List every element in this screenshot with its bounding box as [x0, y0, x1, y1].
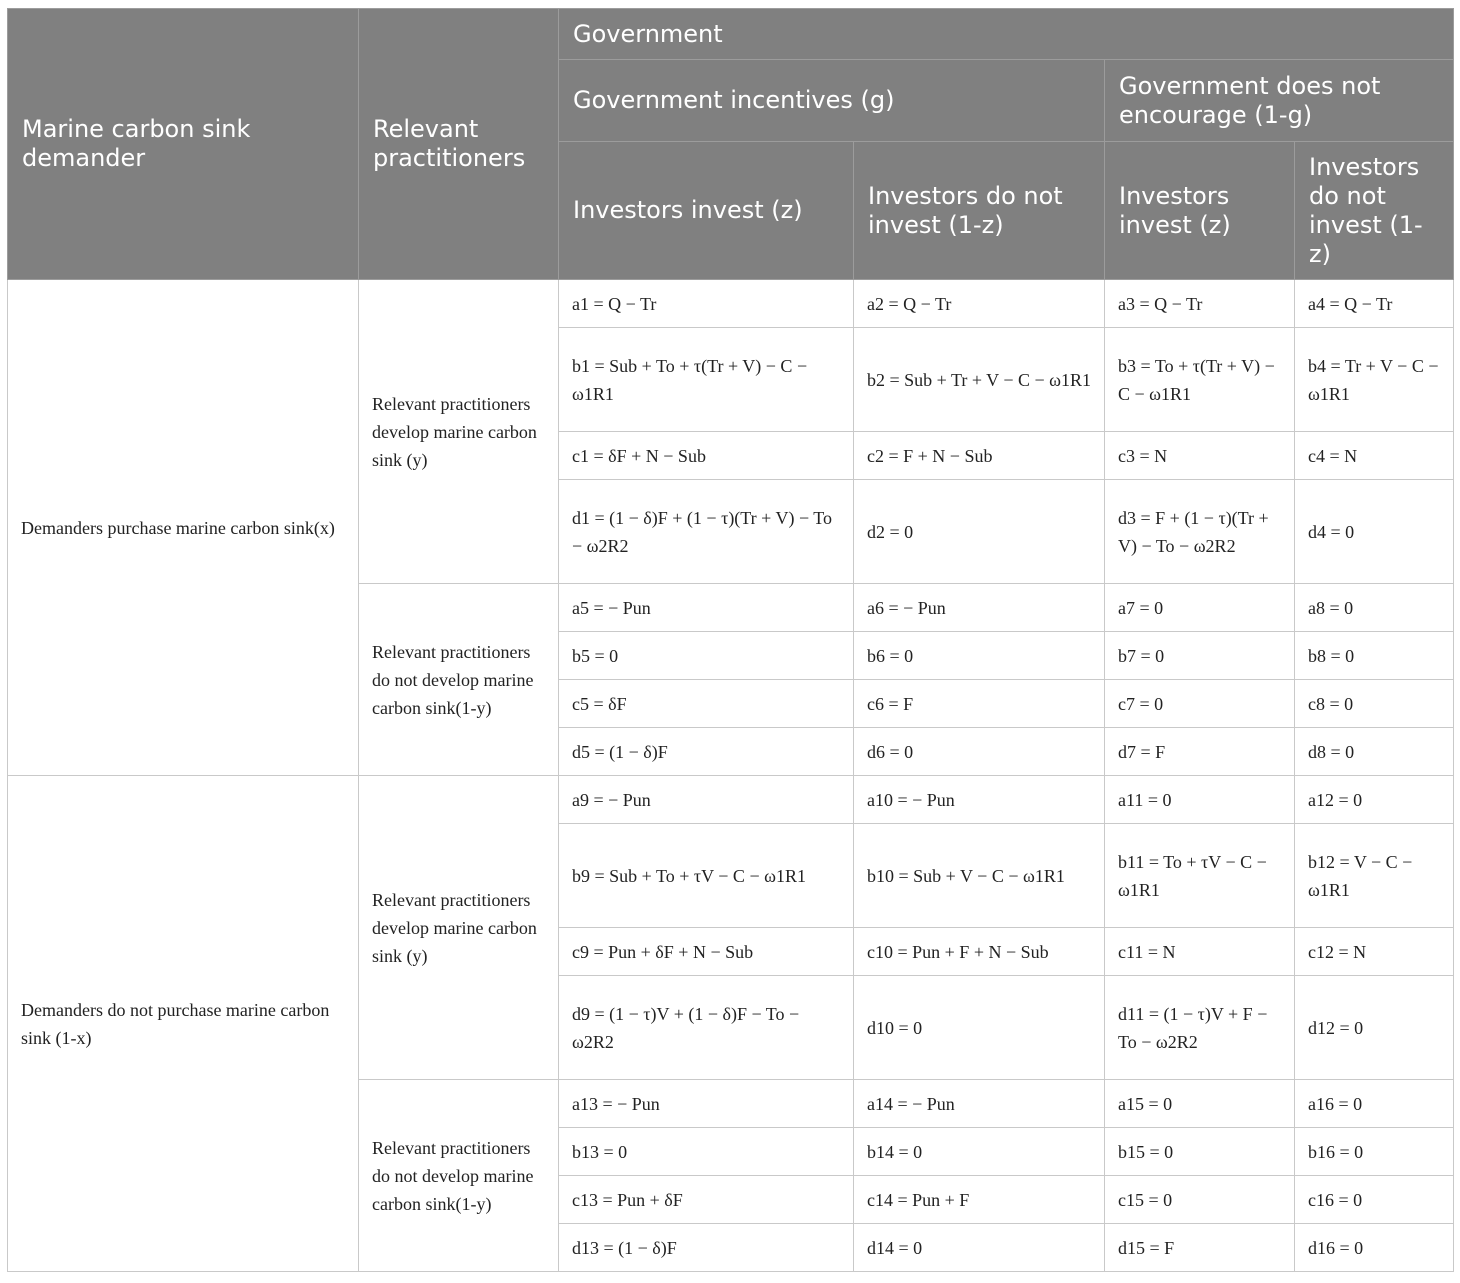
payoff-cell: a7 = 0	[1105, 584, 1295, 632]
payoff-cell: a12 = 0	[1295, 776, 1454, 824]
payoff-cell: c2 = F + N − Sub	[854, 432, 1105, 480]
payoff-matrix-table	[7, 8, 1454, 1272]
practitioner-strategy-cell: Relevant practitioners develop marine carbon sink (y)	[359, 280, 559, 584]
payoff-cell: d4 = 0	[1295, 480, 1454, 584]
payoff-cell: a14 = − Pun	[854, 1080, 1105, 1128]
payoff-cell: c8 = 0	[1295, 680, 1454, 728]
payoff-cell: b1 = Sub + To + τ(Tr + V) − C − ω1R1	[559, 328, 854, 432]
header-demander: Marine carbon sink demander	[8, 9, 359, 280]
payoff-cell: c10 = Pun + F + N − Sub	[854, 928, 1105, 976]
payoff-cell: a5 = − Pun	[559, 584, 854, 632]
payoff-cell: b11 = To + τV − C − ω1R1	[1105, 824, 1295, 928]
header-investors-invest: Investors invest (z)	[1105, 142, 1295, 280]
payoff-cell: b4 = Tr + V − C − ω1R1	[1295, 328, 1454, 432]
table-header	[8, 9, 1454, 280]
header-government: Government	[559, 9, 1454, 60]
header-gov-not-encourage: Government does not encourage (1-g)	[1105, 60, 1454, 142]
payoff-cell: d9 = (1 − τ)V + (1 − δ)F − To − ω2R2	[559, 976, 854, 1080]
payoff-cell: d11 = (1 − τ)V + F − To − ω2R2	[1105, 976, 1295, 1080]
payoff-cell: b16 = 0	[1295, 1128, 1454, 1176]
payoff-cell: d10 = 0	[854, 976, 1105, 1080]
payoff-cell: c13 = Pun + δF	[559, 1176, 854, 1224]
practitioner-strategy-cell: Relevant practitioners do not develop marine carbon sink(1-y)	[359, 584, 559, 776]
payoff-cell: b2 = Sub + Tr + V − C − ω1R1	[854, 328, 1105, 432]
payoff-cell: a16 = 0	[1295, 1080, 1454, 1128]
payoff-cell: d13 = (1 − δ)F	[559, 1224, 854, 1272]
payoff-cell: c1 = δF + N − Sub	[559, 432, 854, 480]
header-investors-not-invest: Investors do not invest (1-z)	[854, 142, 1105, 280]
payoff-cell: d6 = 0	[854, 728, 1105, 776]
payoff-cell: c9 = Pun + δF + N − Sub	[559, 928, 854, 976]
payoff-cell: d2 = 0	[854, 480, 1105, 584]
table-row	[8, 776, 1454, 824]
payoff-cell: a3 = Q − Tr	[1105, 280, 1295, 328]
payoff-cell: b13 = 0	[559, 1128, 854, 1176]
payoff-cell: c14 = Pun + F	[854, 1176, 1105, 1224]
payoff-cell: a4 = Q − Tr	[1295, 280, 1454, 328]
payoff-cell: a10 = − Pun	[854, 776, 1105, 824]
payoff-cell: d3 = F + (1 − τ)(Tr + V) − To − ω2R2	[1105, 480, 1295, 584]
table-body	[8, 280, 1454, 1272]
payoff-cell: c5 = δF	[559, 680, 854, 728]
payoff-cell: d16 = 0	[1295, 1224, 1454, 1272]
payoff-cell: b3 = To + τ(Tr + V) − C − ω1R1	[1105, 328, 1295, 432]
payoff-cell: b6 = 0	[854, 632, 1105, 680]
header-practitioners: Relevant practitioners	[359, 9, 559, 280]
payoff-cell: d1 = (1 − δ)F + (1 − τ)(Tr + V) − To − ω2R2	[559, 480, 854, 584]
payoff-cell: a13 = − Pun	[559, 1080, 854, 1128]
payoff-cell: b15 = 0	[1105, 1128, 1295, 1176]
payoff-cell: c4 = N	[1295, 432, 1454, 480]
payoff-cell: d12 = 0	[1295, 976, 1454, 1080]
payoff-cell: a9 = − Pun	[559, 776, 854, 824]
payoff-cell: b14 = 0	[854, 1128, 1105, 1176]
payoff-cell: d7 = F	[1105, 728, 1295, 776]
payoff-cell: a6 = − Pun	[854, 584, 1105, 632]
payoff-cell: c15 = 0	[1105, 1176, 1295, 1224]
payoff-cell: c11 = N	[1105, 928, 1295, 976]
payoff-cell: b9 = Sub + To + τV − C − ω1R1	[559, 824, 854, 928]
demander-strategy-cell: Demanders purchase marine carbon sink(x)	[8, 280, 359, 776]
payoff-cell: c12 = N	[1295, 928, 1454, 976]
payoff-cell: a2 = Q − Tr	[854, 280, 1105, 328]
payoff-cell: d14 = 0	[854, 1224, 1105, 1272]
payoff-cell: c7 = 0	[1105, 680, 1295, 728]
table-row	[8, 280, 1454, 328]
payoff-cell: b7 = 0	[1105, 632, 1295, 680]
payoff-cell: a1 = Q − Tr	[559, 280, 854, 328]
payoff-cell: a11 = 0	[1105, 776, 1295, 824]
payoff-cell: c6 = F	[854, 680, 1105, 728]
header-investors-not-invest: Investors do not invest (1-z)	[1295, 142, 1454, 280]
payoff-cell: b10 = Sub + V − C − ω1R1	[854, 824, 1105, 928]
payoff-cell: a8 = 0	[1295, 584, 1454, 632]
payoff-cell: b5 = 0	[559, 632, 854, 680]
payoff-cell: b12 = V − C − ω1R1	[1295, 824, 1454, 928]
payoff-cell: d15 = F	[1105, 1224, 1295, 1272]
payoff-cell: d8 = 0	[1295, 728, 1454, 776]
payoff-cell: a15 = 0	[1105, 1080, 1295, 1128]
payoff-cell: d5 = (1 − δ)F	[559, 728, 854, 776]
header-gov-incentives: Government incentives (g)	[559, 60, 1105, 142]
payoff-cell: c3 = N	[1105, 432, 1295, 480]
practitioner-strategy-cell: Relevant practitioners do not develop marine carbon sink(1-y)	[359, 1080, 559, 1272]
header-investors-invest: Investors invest (z)	[559, 142, 854, 280]
practitioner-strategy-cell: Relevant practitioners develop marine carbon sink (y)	[359, 776, 559, 1080]
payoff-cell: b8 = 0	[1295, 632, 1454, 680]
demander-strategy-cell: Demanders do not purchase marine carbon sink (1-x)	[8, 776, 359, 1272]
payoff-cell: c16 = 0	[1295, 1176, 1454, 1224]
